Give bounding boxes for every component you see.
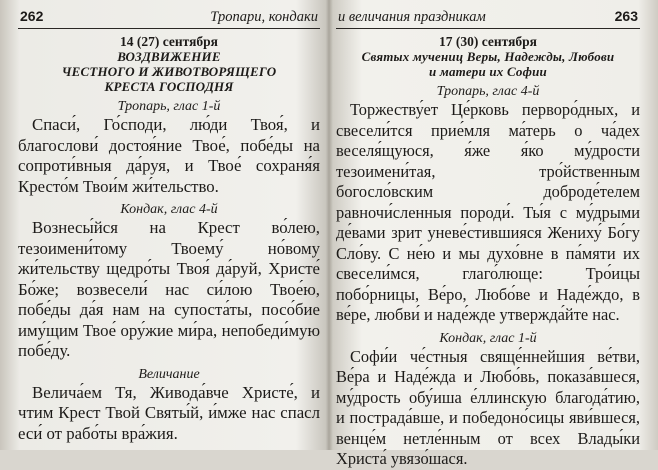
page-number-right: 263	[614, 8, 638, 24]
left-page	[18, 8, 320, 448]
feast-title-line: Святых мучениц Веры, Надежды, Любови	[361, 49, 615, 64]
magnification-text: Велича́ем Тя, Живода́вче Христе́, и чтим Крест Твой Святы́й, и́мже нас спасл еси́ от рабо́ты вра́жия.	[18, 382, 320, 443]
magnification-label: Величание	[138, 366, 200, 382]
troparion-text: Торжеству́ет Це́рковь перворо́дных, и свесели́тся прие́мля ма́терь о ча́дех веселя́щуюся, я́же я́ко му́дрости тезоимени́тая, тро́йственным богосло́вским доброде́телем равночи́сленныя породи́. Ты́я с му́дрыми де́вами зрит уневе́стившияся Жениху́ Бо́гу Сло́ву. С не́ю и мы духо́вне в па́мяти их свесели́мся, глаго́люще: Тро́ицы побо́рницы, Ве́ро, Любо́ве и Наде́ждо, в ве́ре, любви́ и наде́жде утвержда́йте нас.	[336, 100, 640, 324]
running-header-left	[18, 8, 320, 29]
kontakion-label: Кондак, глас 4-й	[120, 202, 218, 217]
feast-title-line: КРЕСТА ГОСПОДНЯ	[104, 79, 234, 94]
running-header-right	[336, 8, 640, 29]
troparion-label: Тропарь, глас 1-й	[117, 99, 221, 114]
running-title-right: и величания праздникам	[338, 9, 486, 25]
page-number-left: 262	[20, 8, 44, 24]
running-title-left: Тропари, кондаки	[210, 9, 318, 25]
troparion-label: Тропарь, глас 4-й	[436, 84, 540, 99]
kontakion-label: Кондак, глас 1-й	[439, 330, 537, 346]
troparion-text: Спаси́, Го́споди, лю́ди Твоя́, и благослови́ достоя́ние Твое́, побе́ды на сопроти́вныя да́руя, и Твое́ сохраня́я Кресто́м Твои́м жи́тельство.	[18, 115, 320, 196]
feast-date: 14 (27) сентября	[120, 34, 218, 49]
right-page	[336, 8, 640, 468]
feast-title-line: и матери их Софии	[429, 64, 547, 79]
feast-title-line: ВОЗДВИЖЕНИЕ	[117, 49, 221, 64]
feast-title-line: ЧЕСТНОГО И ЖИВОТВОРЯЩЕГО	[61, 64, 277, 79]
feast-date: 17 (30) сентября	[439, 34, 537, 49]
kontakion-text: Софи́и че́стныя свяще́ннейшия ве́тви, Ве́ра и Наде́жда и Любо́вь, показа́вшеся, му́дрость обу́иша е́ллинскую благода́тию, и пострада́вше, и победоно́сицы яви́вшеся, венце́м нетле́нным от всех Влады́ки Христа́ увязо́шася.	[336, 346, 640, 468]
kontakion-text: Вознесы́йся на Крест во́лею, тезоимени́тому Твоему́ но́вому жи́тельству щедро́ты Твоя́ да́руй, Христе́ Бо́же; возвесели́ нас си́лою Твое́ю, побе́ды да́я нам на супоста́ты, посо́бие иму́щим Твое́ ору́жие ми́ра, непобеди́мую побе́ду.	[18, 218, 320, 360]
